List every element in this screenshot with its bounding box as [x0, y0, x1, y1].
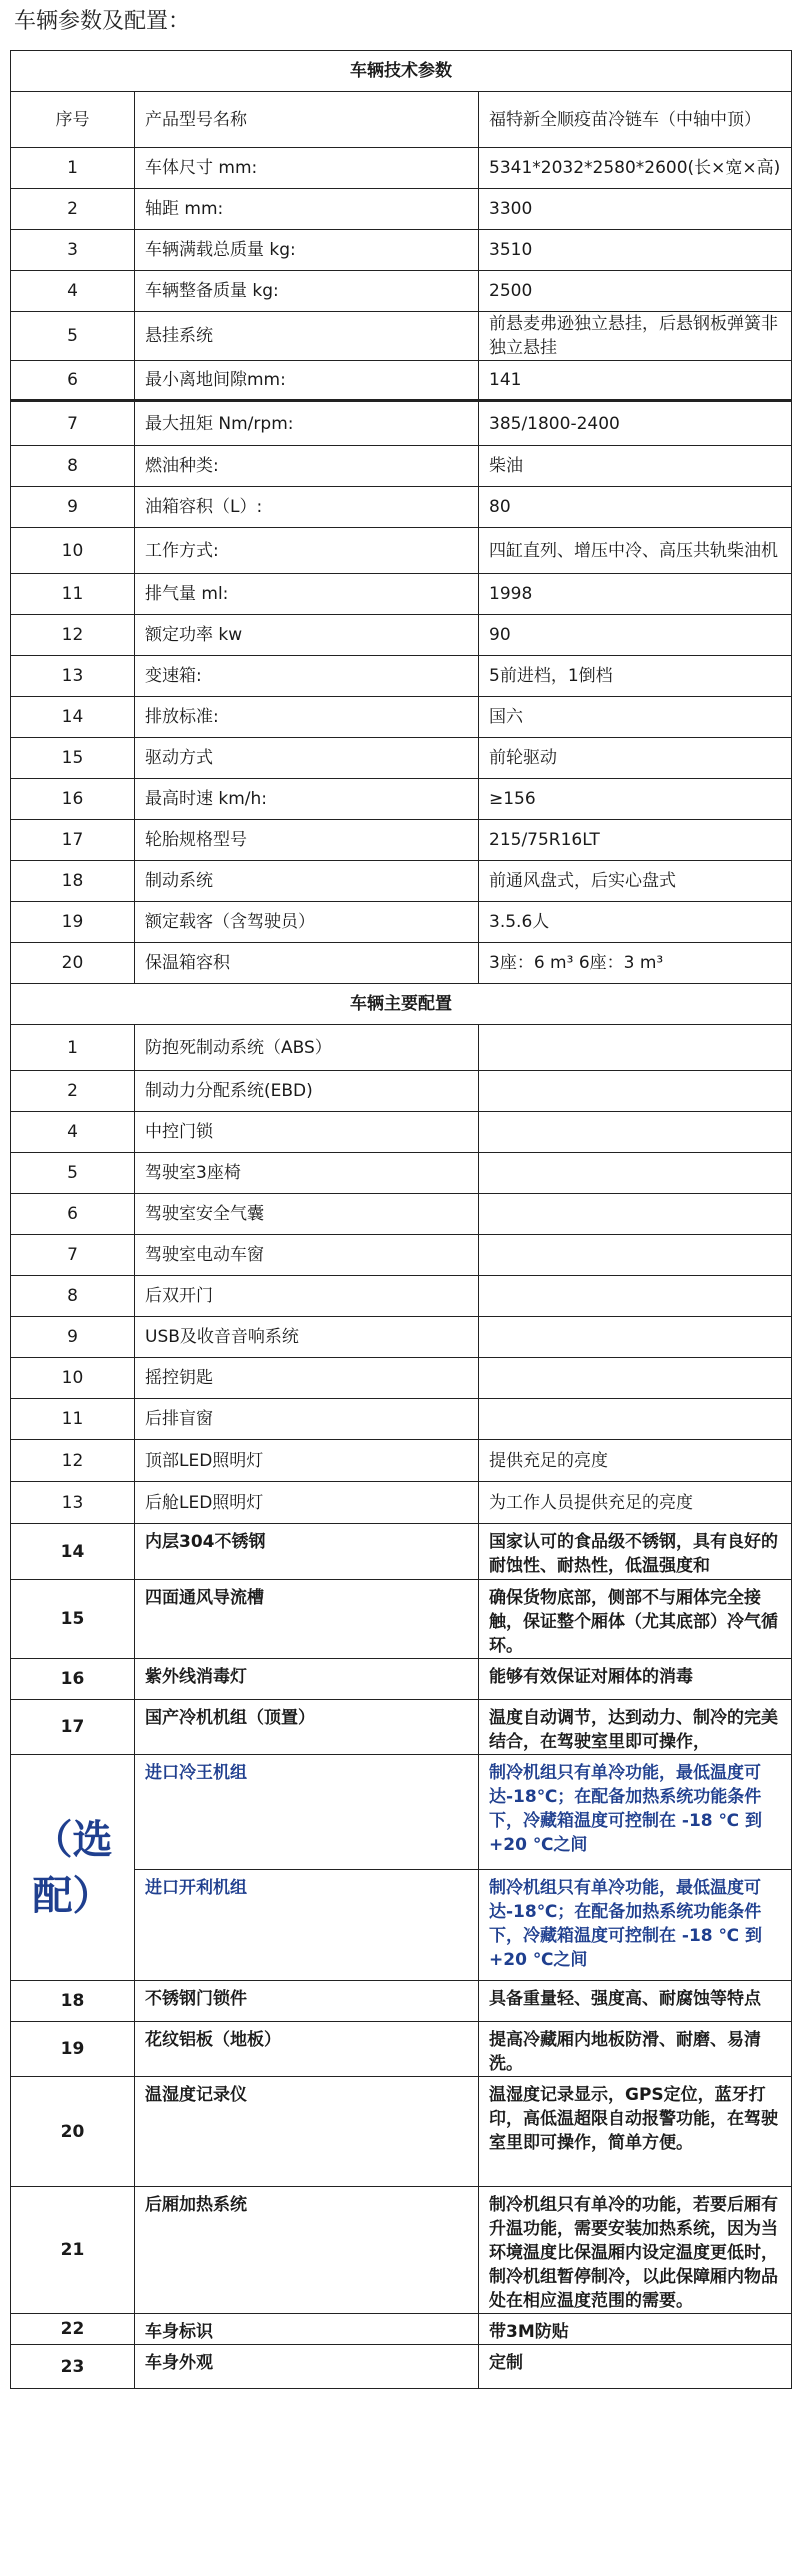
row-name: 紫外线消毒灯: [135, 1659, 479, 1700]
header-product: 福特新全顺疫苗冷链车（中轴中顶）: [479, 92, 792, 148]
row-number: 17: [11, 820, 135, 861]
table-row: [11, 1276, 792, 1317]
row-name: 最小离地间隙mm:: [135, 361, 479, 401]
optional-row: [11, 1755, 792, 1870]
row-number: 14: [11, 1524, 135, 1580]
table-row: [11, 148, 792, 189]
row-number: 3: [11, 230, 135, 271]
row-number: 8: [11, 1276, 135, 1317]
row-name: 温湿度记录仪: [135, 2077, 479, 2187]
row-name: 工作方式:: [135, 528, 479, 574]
table-header: [11, 92, 792, 148]
row-value: 80: [479, 487, 792, 528]
row-number: 12: [11, 615, 135, 656]
optional-name: 进口冷王机组: [135, 1755, 479, 1870]
row-value: [479, 1399, 792, 1440]
row-value: 提供充足的亮度: [479, 1440, 792, 1482]
row-number: 19: [11, 902, 135, 943]
row-number: 4: [11, 1112, 135, 1153]
row-name: 保温箱容积: [135, 943, 479, 984]
row-number: 10: [11, 528, 135, 574]
row-name: 驾驶室电动车窗: [135, 1235, 479, 1276]
row-number: 12: [11, 1440, 135, 1482]
row-number: 4: [11, 271, 135, 312]
row-number: 19: [11, 2022, 135, 2077]
row-name: 变速箱:: [135, 656, 479, 697]
row-number: 18: [11, 861, 135, 902]
row-value: 1998: [479, 574, 792, 615]
row-name: 四面通风导流槽: [135, 1580, 479, 1659]
row-value: [479, 1194, 792, 1235]
table-row: [11, 2187, 792, 2314]
table-row: [11, 230, 792, 271]
table-row: [11, 1580, 792, 1659]
row-name: 后排盲窗: [135, 1399, 479, 1440]
row-number: 13: [11, 656, 135, 697]
table-row: [11, 1071, 792, 1112]
row-value: 90: [479, 615, 792, 656]
row-name: 轴距 mm:: [135, 189, 479, 230]
table-row: [11, 738, 792, 779]
row-value: 141: [479, 361, 792, 401]
row-name: 悬挂系统: [135, 312, 479, 361]
header-name: 产品型号名称: [135, 92, 479, 148]
row-value: 确保货物底部，侧部不与厢体完全接触，保证整个厢体（尤其底部）冷气循环。: [479, 1580, 792, 1659]
row-value: 前悬麦弗逊独立悬挂，后悬钢板弹簧非独立悬挂: [479, 312, 792, 361]
row-value: 具备重量轻、强度高、耐腐蚀等特点: [479, 1981, 792, 2022]
table-row: [11, 697, 792, 738]
row-number: 22: [11, 2314, 135, 2345]
table-row: [11, 528, 792, 574]
row-value: 柴油: [479, 446, 792, 487]
row-value: [479, 1276, 792, 1317]
row-value: 提高冷藏厢内地板防滑、耐磨、易清洗。: [479, 2022, 792, 2077]
row-value: 5341*2032*2580*2600(长×宽×高): [479, 148, 792, 189]
row-number: 2: [11, 1071, 135, 1112]
table-row: [11, 574, 792, 615]
row-name: 车体尺寸 mm:: [135, 148, 479, 189]
table-row: [11, 1194, 792, 1235]
row-number: 15: [11, 738, 135, 779]
table-row: [11, 861, 792, 902]
row-name: 油箱容积（L）:: [135, 487, 479, 528]
row-name: 额定载客（含驾驶员）: [135, 902, 479, 943]
row-value: 带3M防贴: [479, 2314, 792, 2345]
row-number: 1: [11, 1025, 135, 1071]
row-number: 6: [11, 1194, 135, 1235]
row-value: 215/75R16LT: [479, 820, 792, 861]
row-value: [479, 1071, 792, 1112]
table-row: [11, 189, 792, 230]
row-number: 9: [11, 487, 135, 528]
row-value: 制冷机组只有单冷的功能，若要后厢有升温功能，需要安装加热系统，因为当环境温度比保温厢内设定温度更低时，制冷机组暂停制冷，以此保障厢内物品处在相应温度范围的需要。: [479, 2187, 792, 2314]
row-value: 3.5.6人: [479, 902, 792, 943]
spec-table-body: [11, 51, 792, 2389]
row-name: 防抱死制动系统（ABS）: [135, 1025, 479, 1071]
row-number: 11: [11, 574, 135, 615]
row-name: 驾驶室3座椅: [135, 1153, 479, 1194]
row-name: 顶部LED照明灯: [135, 1440, 479, 1482]
row-name: 中控门锁: [135, 1112, 479, 1153]
row-number: 13: [11, 1482, 135, 1524]
table-row: [11, 943, 792, 984]
page-title: 车辆参数及配置：: [14, 9, 191, 34]
optional-value: 制冷机组只有单冷功能，最低温度可达-18℃；在配备加热系统功能条件下，冷藏箱温度可控制在 -18 ℃ 到 +20 ℃之间: [479, 1870, 792, 1981]
row-name: 后厢加热系统: [135, 2187, 479, 2314]
table-row: [11, 2022, 792, 2077]
table-row: [11, 2345, 792, 2389]
row-value: [479, 1358, 792, 1399]
table-row: [11, 1112, 792, 1153]
row-name: 花纹铝板（地板）: [135, 2022, 479, 2077]
row-number: 9: [11, 1317, 135, 1358]
table-row: [11, 1482, 792, 1524]
row-number: 21: [11, 2187, 135, 2314]
row-number: 6: [11, 361, 135, 401]
row-value: [479, 1235, 792, 1276]
row-value: 国家认可的食品级不锈钢，具有良好的耐蚀性、耐热性，低温强度和: [479, 1524, 792, 1580]
table-row: [11, 779, 792, 820]
row-number: 7: [11, 1235, 135, 1276]
row-value: 3510: [479, 230, 792, 271]
row-number: 7: [11, 401, 135, 446]
row-number: 16: [11, 1659, 135, 1700]
spec-table: [10, 50, 792, 2389]
row-name: 国产冷机机组（顶置）: [135, 1700, 479, 1755]
row-value: 前通风盘式，后实心盘式: [479, 861, 792, 902]
row-value: ≥156: [479, 779, 792, 820]
table-row: [11, 1440, 792, 1482]
row-number: 5: [11, 312, 135, 361]
row-name: 最大扭矩 Nm/rpm:: [135, 401, 479, 446]
table-row: [11, 1358, 792, 1399]
row-name: 不锈钢门锁件: [135, 1981, 479, 2022]
table-row: [11, 615, 792, 656]
row-value: 温度自动调节，达到动力、制冷的完美结合，在驾驶室里即可操作，: [479, 1700, 792, 1755]
table-row: [11, 1659, 792, 1700]
row-name: 车身标识: [135, 2314, 479, 2345]
table-row: [11, 902, 792, 943]
row-name: 最高时速 km/h:: [135, 779, 479, 820]
row-name: 额定功率 kw: [135, 615, 479, 656]
row-name: 排气量 ml:: [135, 574, 479, 615]
row-number: 16: [11, 779, 135, 820]
row-name: 内层304不锈钢: [135, 1524, 479, 1580]
optional-label: （选配）: [11, 1755, 135, 1981]
row-number: 17: [11, 1700, 135, 1755]
optional-name: 进口开利机组: [135, 1870, 479, 1981]
table-row: [11, 1399, 792, 1440]
row-value: 前轮驱动: [479, 738, 792, 779]
tech-section-title: 车辆技术参数: [11, 51, 792, 92]
row-value: [479, 1025, 792, 1071]
row-value: 5前进档，1倒档: [479, 656, 792, 697]
table-row: [11, 271, 792, 312]
table-row: [11, 2314, 792, 2345]
table-row: [11, 1981, 792, 2022]
row-name: 轮胎规格型号: [135, 820, 479, 861]
row-number: 18: [11, 1981, 135, 2022]
row-value: 能够有效保证对厢体的消毒: [479, 1659, 792, 1700]
row-name: 驱动方式: [135, 738, 479, 779]
table-row: [11, 1235, 792, 1276]
table-row: [11, 312, 792, 361]
row-value: 温湿度记录显示，GPS定位，蓝牙打印，高低温超限自动报警功能，在驾驶室里即可操作，简单方便。: [479, 2077, 792, 2187]
row-value: [479, 1317, 792, 1358]
table-row: [11, 1025, 792, 1071]
row-value: 2500: [479, 271, 792, 312]
table-row: [11, 487, 792, 528]
table-row: [11, 1524, 792, 1580]
optional-value: 制冷机组只有单冷功能，最低温度可达-18℃；在配备加热系统功能条件下，冷藏箱温度可控制在 -18 ℃ 到 +20 ℃之间: [479, 1755, 792, 1870]
row-number: 11: [11, 1399, 135, 1440]
row-number: 8: [11, 446, 135, 487]
row-value: 385/1800-2400: [479, 401, 792, 446]
table-row: [11, 1317, 792, 1358]
table-row: [11, 2077, 792, 2187]
row-value: 3座：6 m³ 6座：3 m³: [479, 943, 792, 984]
table-row: [11, 401, 792, 446]
row-number: 15: [11, 1580, 135, 1659]
config-section-header: [11, 984, 792, 1025]
row-number: 23: [11, 2345, 135, 2389]
row-value: 国六: [479, 697, 792, 738]
table-row: [11, 656, 792, 697]
config-section-title: 车辆主要配置: [11, 984, 792, 1025]
table-row: [11, 361, 792, 401]
row-value: 为工作人员提供充足的亮度: [479, 1482, 792, 1524]
row-name: 燃油种类:: [135, 446, 479, 487]
row-name: 驾驶室安全气囊: [135, 1194, 479, 1235]
row-number: 2: [11, 189, 135, 230]
row-value: 定制: [479, 2345, 792, 2389]
row-number: 14: [11, 697, 135, 738]
row-number: 20: [11, 943, 135, 984]
row-name: 车辆整备质量 kg:: [135, 271, 479, 312]
row-number: 5: [11, 1153, 135, 1194]
row-name: 制动系统: [135, 861, 479, 902]
table-row: [11, 1700, 792, 1755]
row-name: 车身外观: [135, 2345, 479, 2389]
row-number: 10: [11, 1358, 135, 1399]
row-name: 车辆满载总质量 kg:: [135, 230, 479, 271]
tech-section-header: [11, 51, 792, 92]
row-name: 后舱LED照明灯: [135, 1482, 479, 1524]
row-name: 后双开门: [135, 1276, 479, 1317]
header-no: 序号: [11, 92, 135, 148]
row-name: USB及收音音响系统: [135, 1317, 479, 1358]
table-row: [11, 820, 792, 861]
row-number: 1: [11, 148, 135, 189]
row-value: 四缸直列、增压中冷、高压共轨柴油机: [479, 528, 792, 574]
row-name: 排放标准:: [135, 697, 479, 738]
row-value: [479, 1153, 792, 1194]
row-value: [479, 1112, 792, 1153]
table-row: [11, 1153, 792, 1194]
row-number: 20: [11, 2077, 135, 2187]
row-value: 3300: [479, 189, 792, 230]
table-row: [11, 446, 792, 487]
row-name: 制动力分配系统(EBD): [135, 1071, 479, 1112]
row-name: 摇控钥匙: [135, 1358, 479, 1399]
